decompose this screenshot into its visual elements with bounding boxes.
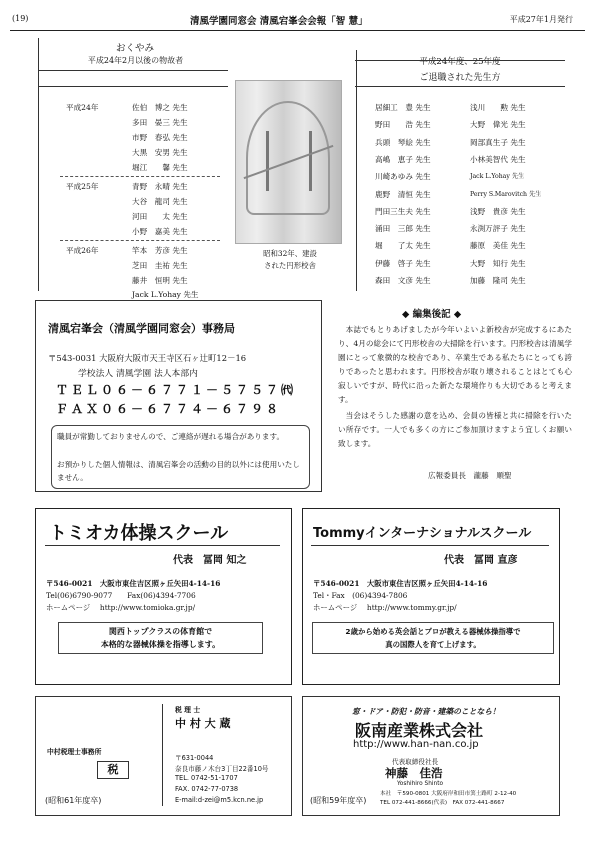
retired-title: 平成24年度、25年度 bbox=[419, 57, 501, 67]
divider bbox=[356, 50, 357, 291]
list-item: 野田 浩 先生 bbox=[375, 120, 431, 130]
list-item: 藤原 美佳 先生 bbox=[470, 241, 526, 251]
photo-caption: 昭和32年、建設 された円形校舎 bbox=[263, 249, 317, 270]
nakamura-zip: 〒631-0044 bbox=[175, 754, 214, 762]
list-item: 浅川 勲 先生 bbox=[470, 103, 526, 112]
tommy-name: Tommyインターナショナルスクール bbox=[313, 526, 532, 541]
year-label: 平成24年 bbox=[66, 103, 99, 112]
list-item: 佐伯 博之 先生 bbox=[132, 103, 188, 112]
editorial-signature: 広報委員長 瀧藤 順聖 bbox=[428, 471, 512, 480]
office-org: 学校法人 清風学園 法人本部内 bbox=[78, 369, 198, 379]
list-item: 市野 春弘 先生 bbox=[132, 133, 188, 142]
logo-icon: 税 bbox=[97, 761, 129, 779]
divider bbox=[38, 38, 39, 291]
list-item: 伊藤 啓子 先生 bbox=[375, 258, 431, 268]
year-label: 平成26年 bbox=[66, 246, 99, 255]
obituary-title: おくやみ bbox=[115, 43, 154, 54]
list-item: 小野 嘉美 先生 bbox=[132, 227, 188, 236]
newsletter-title: 清風学園同窓会 清風宕峯会会報「智 慧」 bbox=[190, 16, 368, 27]
office-fax: ＦＡＸ０６－６７７４－６７９８ bbox=[56, 402, 282, 416]
tomioka-tel: Tel(06)6790-9077 Fax(06)4394-7706 bbox=[46, 591, 196, 600]
list-item: 堀 了太 先生 bbox=[375, 241, 431, 251]
list-item: 森田 文彦 先生 bbox=[375, 276, 431, 285]
list-item: 高嶋 恵子 先生 bbox=[375, 154, 431, 164]
hannan-slogan: 窓・ドア・防犯・防音・建築のことなら！ bbox=[352, 707, 500, 716]
tommy-web: ホームページ http://www.tommy.gr.jp/ bbox=[313, 603, 457, 612]
divider bbox=[162, 704, 163, 806]
tomioka-tagline: 関西トップクラスの体育館で 本格的な器械体操を指導します。 bbox=[58, 622, 263, 654]
list-item: Jack L.Yohay 先生 bbox=[132, 290, 199, 299]
list-item: 鹿野 清恒 先生 bbox=[375, 189, 431, 199]
list-item: 門田三生夫 先生 bbox=[375, 206, 431, 216]
hannan-tel: TEL 072-441-8666(代表) FAX 072-441-8667 bbox=[380, 800, 505, 806]
list-item: 竿本 芳彦 先生 bbox=[132, 246, 188, 255]
list-item: 浅野 貴彦 先生 bbox=[470, 206, 526, 216]
list-item: 多田 晏三 先生 bbox=[132, 118, 188, 127]
hannan-name: 阪南産業株式会社 bbox=[355, 721, 484, 740]
nakamura-name: 中 村 大 蔵 bbox=[175, 717, 231, 730]
list-item: 大谷 龍司 先生 bbox=[132, 197, 188, 206]
nakamura-firm: 中村税理士事務所 bbox=[47, 748, 102, 756]
list-item: 河田 太 先生 bbox=[132, 212, 188, 221]
divider bbox=[60, 176, 220, 177]
list-item: 兵頭 琴絵 先生 bbox=[375, 137, 431, 147]
retired-subtitle: ご退職された先生方 bbox=[419, 73, 501, 83]
nakamura-year: (昭和61年度卒) bbox=[45, 796, 102, 805]
list-item: 藤井 恒明 先生 bbox=[132, 276, 188, 285]
obituary-subtitle: 平成24年2月以後の物故者 bbox=[87, 56, 184, 65]
tommy-rep: 代表 冨岡 直彦 bbox=[444, 555, 518, 566]
editorial-title: ◆ 編集後記 ◆ bbox=[402, 309, 462, 320]
list-item: 堀江 馨 先生 bbox=[132, 163, 188, 172]
office-tel: ＴＥＬ０６－６７７１－５７５７㈹ bbox=[56, 383, 297, 397]
page-number: (19) bbox=[12, 14, 29, 23]
list-item: 居細工 豊 先生 bbox=[375, 103, 431, 112]
list-item: 小林美智代 先生 bbox=[470, 154, 526, 164]
round-building-photo bbox=[235, 80, 342, 244]
hannan-rep-roman: Yoshihiro Shinto bbox=[397, 781, 444, 787]
office-note: 職員が常勤しておりませんので、ご連絡が遅れる場合があります。 bbox=[57, 432, 285, 441]
list-item: Jack L.Yohay 先生 bbox=[470, 173, 525, 181]
office-title: 清風宕峯会（清風学園同窓会）事務局 bbox=[48, 322, 235, 335]
list-item: 川崎あゆみ 先生 bbox=[375, 172, 431, 182]
hannan-address: 本社 〒590-0801 大阪府岸和田市箕土路町 2-12-40 bbox=[380, 791, 517, 797]
list-item: Perry S.Marovitch 先生 bbox=[470, 190, 542, 198]
hannan-web: http://www.han-nan.co.jp bbox=[353, 739, 479, 750]
nakamura-tel: TEL. 0742-51-1707 bbox=[175, 774, 238, 782]
editorial-body: 本誌でもとりあげましたが今年いよいよ新校舎が完成するにあたり、4月の総会にて円形校舎の大掃除を行います。円形校舎は清風学園にとって象徴的な校舎であり、卒業生である私たちにとっても誇りであったと思われます。円形校舎が取り壊されることはとても心寂しいですが、時代に沿った新たな環境作りも大切であると考えます。 当会はそうした感謝の意を込め、会員の皆様と共に掃除を行いたい所存です。一人でも多くの方にご参加頂けますよう宜しくお願い致します。 bbox=[338, 325, 572, 448]
list-item: 大野 知行 先生 bbox=[470, 258, 526, 268]
hannan-rep-title: 代表取締役社長 bbox=[392, 758, 439, 766]
tomioka-name: トミオカ体操スクール bbox=[49, 523, 229, 544]
divider bbox=[355, 86, 565, 87]
hannan-rep: 神藤 佳浩 bbox=[385, 766, 443, 780]
tomioka-rep: 代表 冨岡 知之 bbox=[173, 555, 247, 566]
tommy-tagline: 2歳から始める英会話とプロが教える器械体操指導で 真の国際人を育て上げます。 bbox=[312, 622, 554, 654]
divider bbox=[60, 240, 220, 241]
list-item: 大野 偉光 先生 bbox=[470, 120, 526, 130]
list-item: 青野 永晴 先生 bbox=[132, 182, 188, 191]
tommy-tel: Tel・Fax (06)4394-7806 bbox=[313, 591, 408, 600]
divider bbox=[311, 545, 549, 546]
list-item: 岡部真生子 先生 bbox=[470, 137, 526, 147]
office-privacy-note: お預かりした個人情報は、清風宕峯会の活動の目的以外には使用いたしません。 bbox=[57, 460, 300, 482]
nakamura-address: 奈良市藤ノ木台3丁目22番10号 bbox=[175, 765, 269, 773]
nakamura-title: 税 理 士 bbox=[175, 706, 201, 714]
tomioka-address: 〒546-0021 大阪市東住吉区照ヶ丘矢田4-14-16 bbox=[46, 579, 221, 588]
list-item: 大黒 安男 先生 bbox=[132, 148, 188, 157]
year-label: 平成25年 bbox=[66, 182, 99, 191]
divider bbox=[38, 70, 228, 71]
divider bbox=[355, 60, 565, 61]
divider bbox=[38, 86, 228, 87]
hannan-year: (昭和59年度卒) bbox=[310, 796, 367, 805]
issue-date: 平成27年1月発行 bbox=[509, 15, 573, 24]
list-item: 芝田 圭祐 先生 bbox=[132, 261, 188, 270]
nakamura-fax: FAX. 0742-77-0738 bbox=[175, 785, 239, 793]
header-rule bbox=[10, 30, 585, 31]
list-item: 加藤 隆司 先生 bbox=[470, 276, 526, 285]
tomioka-web: ホームページ http://www.tomioka.gr.jp/ bbox=[46, 603, 196, 612]
office-address: 〒543-0031 大阪府大阪市天王寺区石ヶ辻町12－16 bbox=[48, 353, 247, 363]
nakamura-email: E-mail:d-zei@m5.kcn.ne.jp bbox=[175, 796, 264, 804]
divider bbox=[45, 545, 280, 546]
list-item: 涌田 三郎 先生 bbox=[375, 224, 431, 234]
list-item: 永渕万評子 先生 bbox=[470, 224, 526, 234]
tommy-address: 〒546-0021 大阪市東住吉区照ヶ丘矢田4-14-16 bbox=[313, 579, 488, 588]
